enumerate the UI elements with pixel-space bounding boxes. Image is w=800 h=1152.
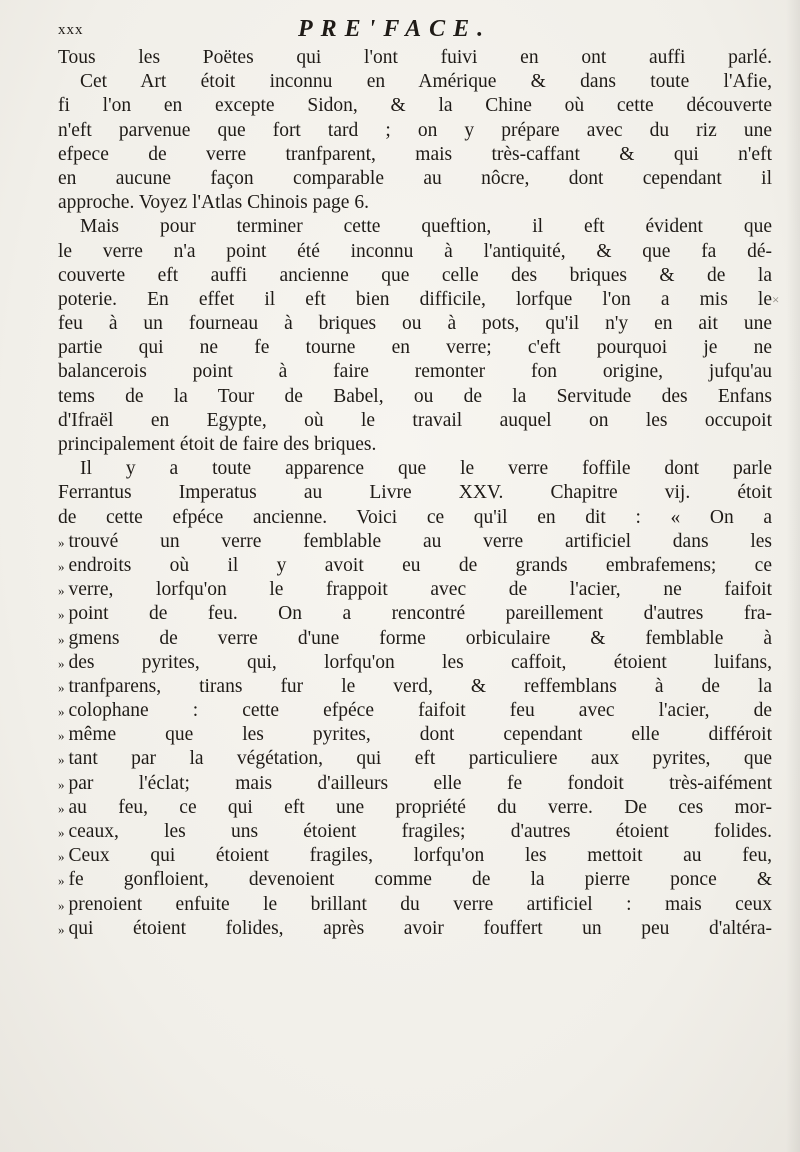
quoted-line xyxy=(58,844,772,868)
quoted-line xyxy=(58,723,772,747)
quote-marker: » xyxy=(58,800,65,816)
text-line: fi l'on en excepte Sidon, & la Chine où cette découverte xyxy=(58,95,772,117)
quoted-line-text: même que les pyrites, dont cependant elle différoit xyxy=(68,724,772,746)
quoted-line-text: qui étoient folides, après avoir fouffert un peu d'altéra- xyxy=(68,917,772,939)
quoted-line-text: Ceux qui étoient fragiles, lorfqu'on les mettoit au feu, xyxy=(68,845,772,867)
text-line: Il y a toute apparence que le verre foffile dont parle xyxy=(80,458,772,480)
quoted-line xyxy=(58,868,772,892)
quote-marker: » xyxy=(58,534,65,550)
margin-annotation: × xyxy=(772,292,780,307)
quoted-line xyxy=(58,747,772,771)
quote-marker: » xyxy=(58,873,65,889)
text-line: Ferrantus Imperatus au Livre XXV. Chapitre vij. étoit xyxy=(58,482,772,504)
quoted-line xyxy=(58,772,772,796)
quoted-line xyxy=(58,578,772,602)
quote-marker: » xyxy=(58,849,65,865)
quoted-line-text: colophane : cette efpéce faifoit feu avec l'acier, de xyxy=(68,700,772,722)
quoted-line-text: par l'éclat; mais d'ailleurs elle fe fondoit très-aifément xyxy=(68,772,772,794)
quoted-line-text: trouvé un verre femblable au verre artificiel dans les xyxy=(68,530,772,552)
quote-marker: » xyxy=(58,704,65,720)
quoted-line-text: des pyrites, qui, lorfqu'on les caffoit, étoient luifans, xyxy=(68,651,772,673)
quote-marker: » xyxy=(58,679,65,695)
quoted-line xyxy=(58,796,772,820)
text-line: Mais pour terminer cette queftion, il eft évident que xyxy=(80,216,772,238)
quoted-line xyxy=(58,699,772,723)
text-line: couverte eft auffi ancienne que celle des briques & de la xyxy=(58,264,772,286)
quoted-line-text: verre, lorfqu'on le frappoit avec de l'acier, ne faifoit xyxy=(68,579,772,601)
quoted-line xyxy=(58,651,772,675)
body-text xyxy=(58,46,772,941)
text-line: efpece de verre tranfparent, mais très-caffant & qui n'eft xyxy=(58,143,772,165)
text-line: Cet Art étoit inconnu en Amérique & dans toute l'Afie, xyxy=(80,71,772,93)
text-line: de cette efpéce ancienne. Voici ce qu'il en dit : « On a xyxy=(58,506,772,528)
quoted-line xyxy=(58,675,772,699)
quote-marker: » xyxy=(58,825,65,840)
quoted-line-text: gmens de verre d'une forme orbiculaire & femblable à xyxy=(68,627,772,649)
running-title: PRE'FACE. xyxy=(298,16,492,42)
quote-marker: » xyxy=(58,655,65,671)
quote-marker: » xyxy=(58,921,65,937)
quoted-line xyxy=(58,917,772,941)
quoted-line xyxy=(58,820,772,844)
quoted-line-text: ceaux, les uns étoient fragiles; d'autres étoient folides. xyxy=(68,821,772,842)
quoted-line-text: tant par la végétation, qui eft particuliere aux pyrites, que xyxy=(68,748,772,770)
quote-marker: » xyxy=(58,607,65,623)
quoted-line-text: endroits où il y avoit eu de grands embrafemens; ce xyxy=(68,554,772,576)
quote-marker: » xyxy=(58,631,65,647)
quoted-line xyxy=(58,627,772,651)
text-line: le verre n'a point été inconnu à l'antiquité, & que fa dé- xyxy=(58,240,772,262)
quote-marker: » xyxy=(58,897,65,913)
quoted-line xyxy=(58,530,772,554)
text-line: n'eft parvenue que fort tard ; on y prépare avec du riz une xyxy=(58,119,772,141)
text-line: approche. Voyez l'Atlas Chinois page 6. xyxy=(58,192,369,214)
quoted-line-text: au feu, ce qui eft une propriété du verre. De ces mor- xyxy=(68,796,772,818)
text-line: feu à un fourneau à briques ou à pots, qu'il n'y en ait une xyxy=(58,313,772,335)
quoted-line xyxy=(58,893,772,917)
page-header xyxy=(58,16,758,46)
text-line: en aucune façon comparable au nôcre, dont cependant il xyxy=(58,167,772,189)
text-line: poterie. En effet il eft bien difficile, lorfque l'on a mis le xyxy=(58,288,772,310)
text-line: principalement étoit de faire des briques. xyxy=(58,434,377,455)
quoted-line-text: fe gonfloient, devenoient comme de la pierre ponce & xyxy=(68,869,772,891)
quote-marker: » xyxy=(58,752,65,768)
quoted-line xyxy=(58,602,772,626)
quoted-line-text: point de feu. On a rencontré pareillement d'autres fra- xyxy=(68,603,772,625)
text-line: tems de la Tour de Babel, ou de la Servitude des Enfans xyxy=(58,385,772,407)
quote-marker: » xyxy=(58,558,65,574)
quoted-line xyxy=(58,554,772,578)
text-line: d'Ifraël en Egypte, où le travail auquel on les occupoit xyxy=(58,409,772,431)
text-line: partie qui ne fe tourne en verre; c'eft pourquoi je ne xyxy=(58,337,772,359)
quoted-line-text: prenoient enfuite le brillant du verre artificiel : mais ceux xyxy=(68,893,772,915)
quote-marker: » xyxy=(58,776,65,792)
quote-marker: » xyxy=(58,583,65,599)
page-edge-shadow xyxy=(786,0,800,1152)
page-number: xxx xyxy=(58,22,84,38)
quoted-line-text: tranfparens, tirans fur le verd, & reffemblans à de la xyxy=(68,675,772,697)
quote-marker: » xyxy=(58,728,65,744)
text-line: balancerois point à faire remonter fon origine, jufqu'au xyxy=(58,361,772,383)
text-line: Tous les Poëtes qui l'ont fuivi en ont auffi parlé. xyxy=(58,47,772,68)
